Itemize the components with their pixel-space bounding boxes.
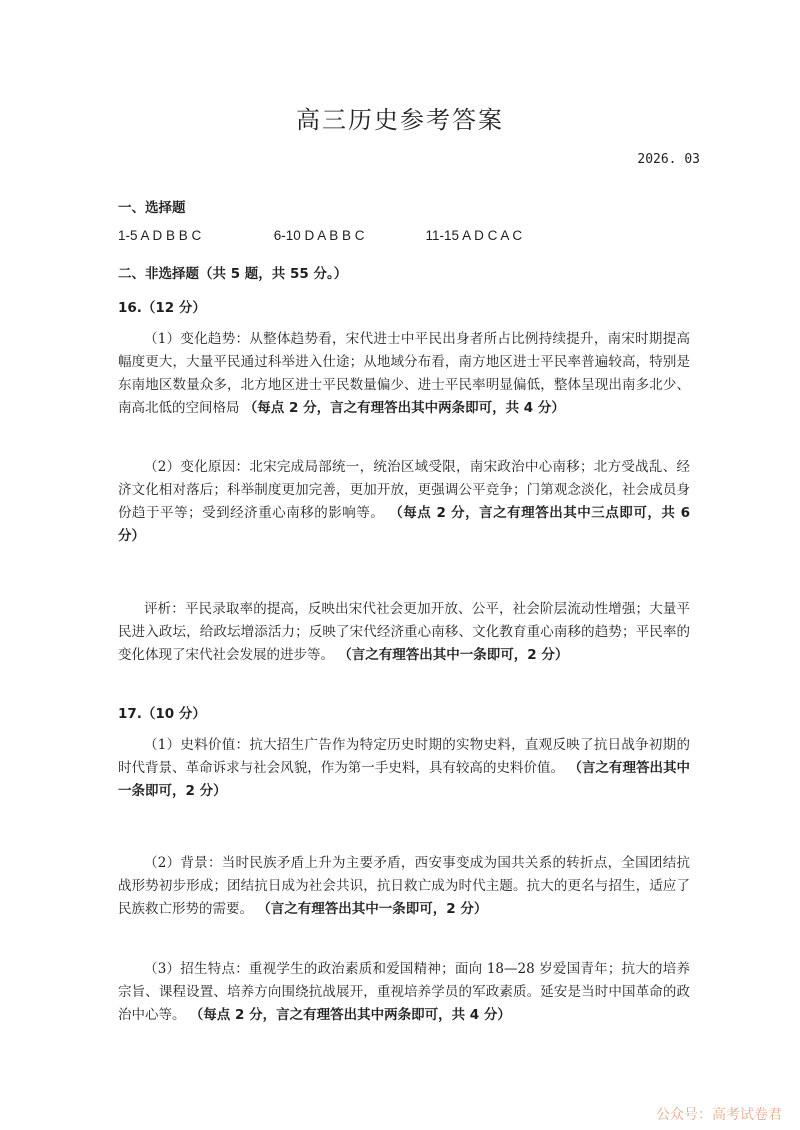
q16-evaluation-text: 评析：平民录取率的提高，反映出宋代社会更加开放、公平，社会阶层流动性增强；大量平民进入政坛，给政坛增添活力；反映了宋代经济重心南移、文化教育重心南移的趋势；平民率的变化体现了宋代社会发展的进步等。: [118, 601, 690, 663]
answers-6-10: 6-10 D A B B C: [273, 228, 365, 243]
answers-11-15: 11-15 A D C A C: [425, 228, 523, 243]
q16-answer-1-text: （1）变化趋势：从整体趋势看，宋代进士中平民出身者所占比例持续提升，南宋时期提高幅度更大，大量平民通过科举进入仕途；从地域分布看，南方地区进士平民率普遍较高，特别是东南地区数量众多，北方地区进士平民数量偏少、进士平民率明显偏低，整体呈现出南多北少、南高北低的空间格局: [118, 331, 690, 416]
q17-answer-3-text: （3）招生特点：重视学生的政治素质和爱国精神；面向 18—28 岁爱国青年；抗大的培养宗旨、课程设置、培养方向围绕抗战展开，重视培养学员的军政素质。延安是当时中国革命的政治中心等。: [118, 961, 690, 1023]
q16-evaluation-score: （言之有理答出其中一条即可，2 分）: [338, 647, 569, 663]
q17-heading: 17.（10 分）: [118, 706, 206, 722]
part1-heading: 一、选择题: [118, 200, 186, 216]
q16-answer-1: [118, 328, 690, 420]
exam-date: 2026. 03: [637, 152, 700, 167]
q16-answer-2: [118, 456, 690, 548]
part2-heading: 二、非选择题（共 5 题，共 55 分。）: [118, 266, 348, 282]
q17-answer-1-score: （言之有理答出其中一条即可，2 分）: [118, 760, 691, 799]
q16-answer-2-text: （2）变化原因：北宋完成局部统一，统治区域受限，南宋政治中心南移；北方受战乱、经济文化相对落后；科举制度更加完善，更加开放，更强调公平竞争；门第观念淡化，社会成员身份趋于平等；受到经济重心南移的影响等。: [118, 459, 690, 521]
q16-answer-2-score: （每点 2 分，言之有理答出其中三点即可，共 6 分）: [118, 505, 690, 544]
q17-answer-2-text: （2）背景：当时民族矛盾上升为主要矛盾，西安事变成为国共关系的转折点，全国团结抗战形势初步形成；团结抗日成为社会共识，抗日救亡成为时代主题。抗大的更名与招生，适应了民族救亡形势的需要。: [118, 855, 690, 917]
q17-answer-1-text: （1）史料价值：抗大招生广告作为特定历史时期的实物史料，直观反映了抗日战争初期的时代背景、革命诉求与社会风貌，作为第一手史料，具有较高的史料价值。: [118, 737, 690, 776]
page-title: 高三历史参考答案: [296, 106, 504, 134]
choice-answers: [118, 228, 690, 243]
q16-evaluation: [118, 598, 690, 667]
answers-1-5: 1-5 A D B B C: [118, 228, 202, 243]
watermark: 公众号：高考试卷君: [656, 1107, 782, 1123]
q16-answer-1-score: （每点 2 分，言之有理答出其中两条即可，共 4 分）: [243, 400, 565, 416]
q16-heading: 16.（12 分）: [118, 300, 206, 316]
q17-answer-2-score: （言之有理答出其中一条即可，2 分）: [257, 901, 488, 917]
q17-answer-1: [118, 734, 690, 803]
q17-answer-3-score: （每点 2 分，言之有理答出其中两条即可，共 4 分）: [189, 1007, 511, 1023]
q17-answer-2: [118, 852, 690, 921]
q17-answer-3: [118, 958, 690, 1027]
